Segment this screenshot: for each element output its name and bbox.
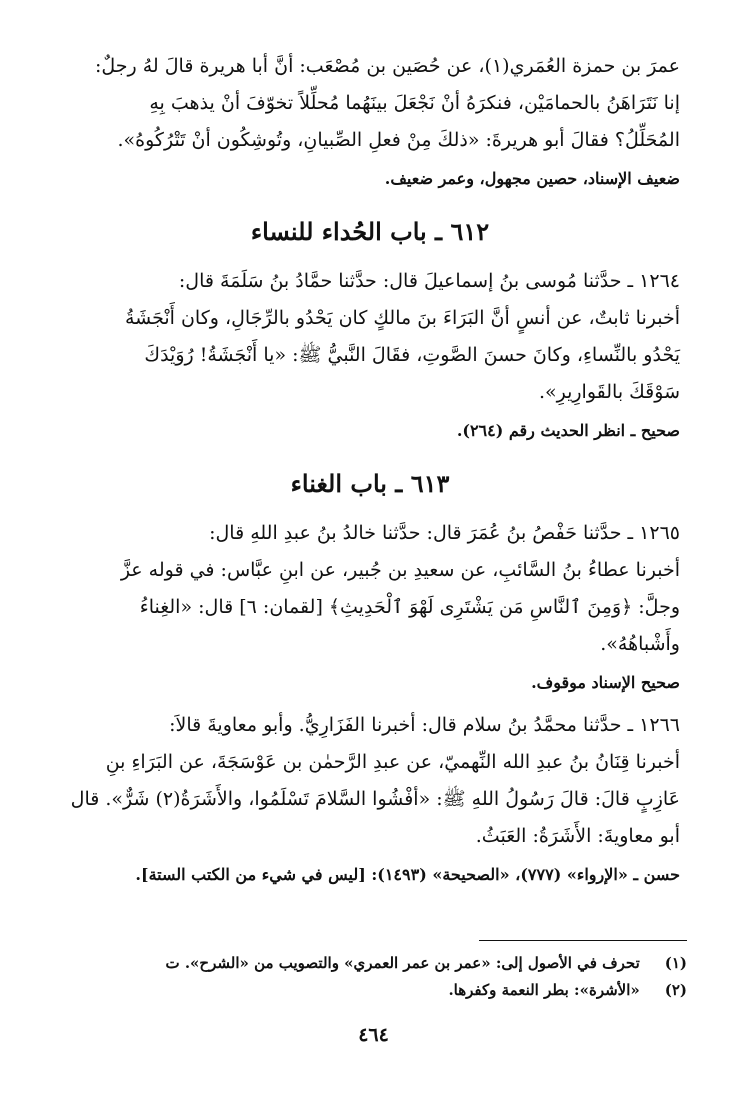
text-line: أخبرنا ثابتٌ، عن أنسٍ أنَّ البَرَاءَ بنَ مالكٍ كان يَحْدُو بالرِّجَالِ، وكان أَنْجَشَةُ [124, 307, 680, 329]
text-line: أخبرنا قِنَانُ بنُ عبدِ الله النِّهميّ، عن عبدِ الرَّحمٰن بن عَوْسَجَةَ، عن البَرَاءِ بنِ [105, 751, 680, 773]
text-line: إنا نَتَرَاهَنُ بالحمامَيْن، فنكرَهُ أنْ نَجْعَلَ بينَهُما مُحلِّلاً تخوّفَ أنْ يذهبَ بِهِ [149, 92, 680, 114]
footnote-mark: (٢) [664, 981, 687, 999]
text-line: سَوْقَكَ بالقَوارِيرِ». [538, 381, 680, 403]
text-line: وجلَّ: ﴿وَمِنَ ٱلنَّاسِ مَن يَشْتَرِى لَهْوَ ٱلْحَدِيثِ﴾ [لقمان: ٦] قال: «الغِناءُ [139, 596, 680, 618]
footnote-text: تحرف في الأصول إلى: «عمر بن عمر العمري» والتصويب من «الشرح». ت [165, 954, 640, 972]
hadith-grade: صحيح ـ انظر الحديث رقم (٢٦٤). [456, 421, 680, 440]
text-line: عمرَ بن حمزة العُمَري(١)، عن حُصَين بن مُصْعَب: أنَّ أبا هريرة قالَ لهُ رجلٌ: [94, 55, 680, 77]
text-line: ١٢٦٥ ـ حدَّثنا حَفْصُ بنُ عُمَرَ قال: حدَّثنا خالدُ بنُ عبدِ اللهِ قال: [209, 522, 680, 544]
page-body [60, 48, 680, 889]
text-line: يَحْدُو بالنِّساءِ، وكانَ حسنَ الصَّوتِ، فقَالَ النَّبيُّ ﷺ: «يا أَنْجَشَةُ! رُوَيْدَكَ [144, 344, 680, 366]
footnote-divider [479, 940, 687, 941]
chapter-title-613: ٦١٣ ـ باب الغناء [290, 469, 450, 498]
text-line: المُحَلِّلُ؟ فقالَ أبو هريرةَ: «ذلكَ مِنْ فعلِ الصِّبيانِ، وتُوشِكُون أنْ تَتْرُكُوهُ». [117, 129, 680, 151]
text-line: أخبرنا عطاءُ بنُ السَّائبِ، عن سعيدِ بن جُبير، عن ابنِ عبَّاس: في قوله عزَّ [120, 559, 680, 581]
text-line: ١٢٦٤ ـ حدَّثنا مُوسى بنُ إسماعيلَ قال: حدَّثنا حمَّادُ بنُ سَلَمَةَ قال: [178, 270, 680, 292]
footnote-text: «الأشرة»: بطر النعمة وكفرها. [448, 981, 640, 999]
page-number: ٤٦٤ [358, 1024, 389, 1046]
chapter-title-612: ٦١٢ ـ باب الحُداء للنساء [250, 217, 490, 246]
text-line: أبو معاويةَ: الأَشَرَةُ: العَبَثُ. [475, 825, 680, 847]
text-line: عَازِبٍ قالَ: قالَ رَسُولُ اللهِ ﷺ: «أفْشُوا السَّلامَ تَسْلَمُوا، والأَشَرَةُ(٢) شَرٌّ». قال [70, 788, 680, 810]
hadith-1266 [60, 707, 680, 889]
hadith-grade: صحيح الإسناد موقوف. [531, 673, 680, 692]
hadith-1264 [60, 263, 680, 445]
text-line: ١٢٦٦ ـ حدَّثنا محمَّدُ بنُ سلام قال: أخبرنا الفَزَارِيُّ. وأبو معاويةَ قالاَ: [169, 714, 680, 736]
spacer [60, 697, 680, 707]
footnotes [67, 950, 687, 1004]
hadith-grade: ضعيف الإسناد، حصين مجهول، وعمر ضعيف. [384, 169, 680, 188]
continued-hadith [60, 48, 680, 193]
hadith-grade: حسن ـ «الإرواء» (٧٧٧)، «الصحيحة» (١٤٩٣): [ليس في شيء من الكتب الستة]. [135, 865, 680, 884]
footnote-1 [67, 950, 687, 977]
footnote-mark: (١) [664, 954, 687, 972]
hadith-1265 [60, 515, 680, 697]
text-line: وأَشْباهُهُ». [600, 633, 680, 655]
footnote-2 [67, 977, 687, 1004]
